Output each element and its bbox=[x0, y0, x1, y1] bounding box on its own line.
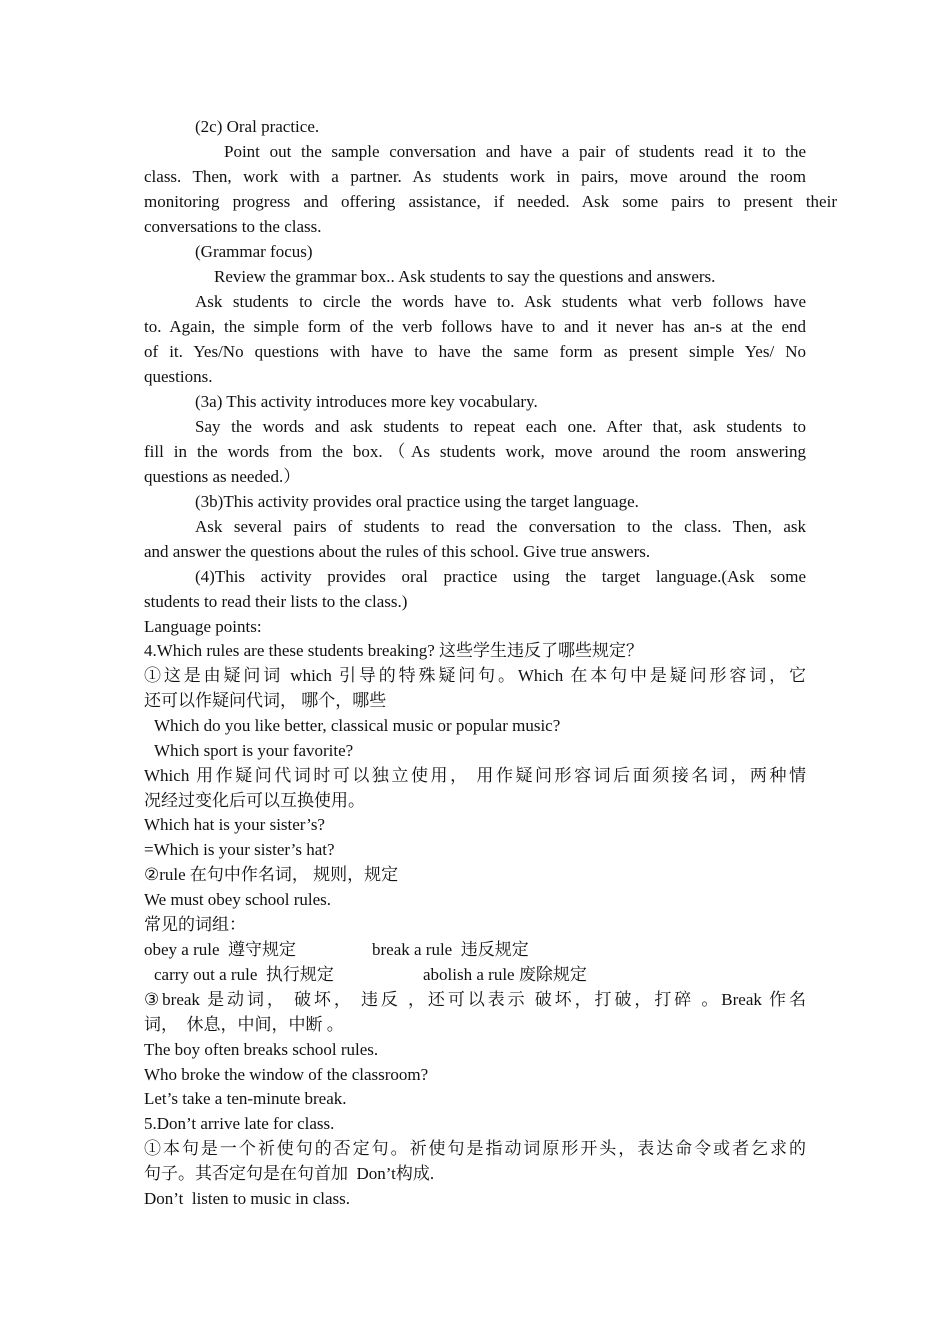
line: Which hat is your sister’s? bbox=[144, 815, 325, 834]
line: conversations to the class. bbox=[144, 217, 322, 236]
line: 常见的词组： bbox=[144, 915, 246, 934]
line: Say the words and ask students to repeat each one. After that, ask students to bbox=[195, 417, 806, 436]
line: Review the grammar box.. Ask students to say the questions and answers. bbox=[214, 267, 716, 286]
line: Who broke the window of the classroom? bbox=[144, 1065, 429, 1084]
line-3b-heading: (3b)This activity provides oral practice using the target language. bbox=[195, 492, 639, 511]
line: monitoring progress and offering assistance, if needed. Ask some pairs to present their bbox=[144, 192, 837, 211]
line: 还可以作疑问代词， 哪个，哪些 bbox=[144, 691, 387, 710]
line: =Which is your sister’s hat? bbox=[144, 840, 335, 859]
line: Let’s take a ten-minute break. bbox=[144, 1089, 347, 1108]
line: 况经过变化后可以互换使用。 bbox=[144, 791, 365, 810]
line: Which sport is your favorite? bbox=[154, 741, 354, 760]
line-language-points: Language points: bbox=[144, 617, 262, 636]
line: ②rule 在句中作名词， 规则，规定 bbox=[144, 865, 399, 884]
line: Which 用作疑问代词时可以独立使用， 用作疑问形容词后面须接名词，两种情 bbox=[144, 766, 806, 785]
line: ①本句是一个祈使句的否定句。祈使句是指动词原形开头，表达命令或者乞求的 bbox=[144, 1139, 806, 1158]
line: Point out the sample conversation and have a pair of students read it to the bbox=[224, 142, 806, 161]
line: fill in the words from the box.（As students work, move around the room answering bbox=[144, 442, 806, 461]
line: to. Again, the simple form of the verb follows have to and it never has an-s at the end bbox=[144, 317, 806, 336]
line: We must obey school rules. bbox=[144, 890, 332, 909]
line: Ask several pairs of students to read the conversation to the class. Then, ask bbox=[195, 517, 806, 536]
line: students to read their lists to the class.) bbox=[144, 592, 408, 611]
phrase-carry-out-a-rule: carry out a rule 执行规定 bbox=[154, 965, 334, 984]
phrase-obey-a-rule: obey a rule 遵守规定 bbox=[144, 940, 297, 959]
line: and answer the questions about the rules of this school. Give true answers. bbox=[144, 542, 651, 561]
line-4-heading: (4)This activity provides oral practice using the target language.(Ask some bbox=[195, 567, 806, 586]
line: 句子。其否定句是在句首加 Don’t构成. bbox=[144, 1164, 435, 1183]
phrase-break-a-rule: break a rule 违反规定 bbox=[372, 940, 529, 959]
line: Ask students to circle the words have to. Ask students what verb follows have bbox=[195, 292, 806, 311]
line-2c-heading: (2c) Oral practice. bbox=[195, 117, 320, 136]
line: Which do you like better, classical music or popular music? bbox=[154, 716, 561, 735]
line: 词， 休息，中间，中断 。 bbox=[144, 1015, 344, 1034]
line: 4.Which rules are these students breaking? 这些学生违反了哪些规定？ bbox=[144, 641, 644, 660]
line: 5.Don’t arrive late for class. bbox=[144, 1114, 335, 1133]
line-grammar-focus-heading: (Grammar focus) bbox=[195, 242, 313, 261]
line: class. Then, work with a partner. As students work in pairs, move around the room bbox=[144, 167, 806, 186]
line: ①这是由疑问词 which 引导的特殊疑问句。Which 在本句中是疑问形容词，它 bbox=[144, 666, 806, 685]
phrase-abolish-a-rule: abolish a rule 废除规定 bbox=[423, 965, 587, 984]
line: of it. Yes/No questions with have to have the same form as present simple Yes/ No bbox=[144, 342, 806, 361]
line: questions. bbox=[144, 367, 213, 386]
line: The boy often breaks school rules. bbox=[144, 1040, 379, 1059]
line-3a-heading: (3a) This activity introduces more key vocabulary. bbox=[195, 392, 538, 411]
line: ③break 是动词， 破坏， 违反 ，还可以表示 破坏，打破，打碎 。Break 作名 bbox=[144, 990, 806, 1009]
line: questions as needed.） bbox=[144, 467, 301, 486]
line: Don’t listen to music in class. bbox=[144, 1189, 351, 1208]
